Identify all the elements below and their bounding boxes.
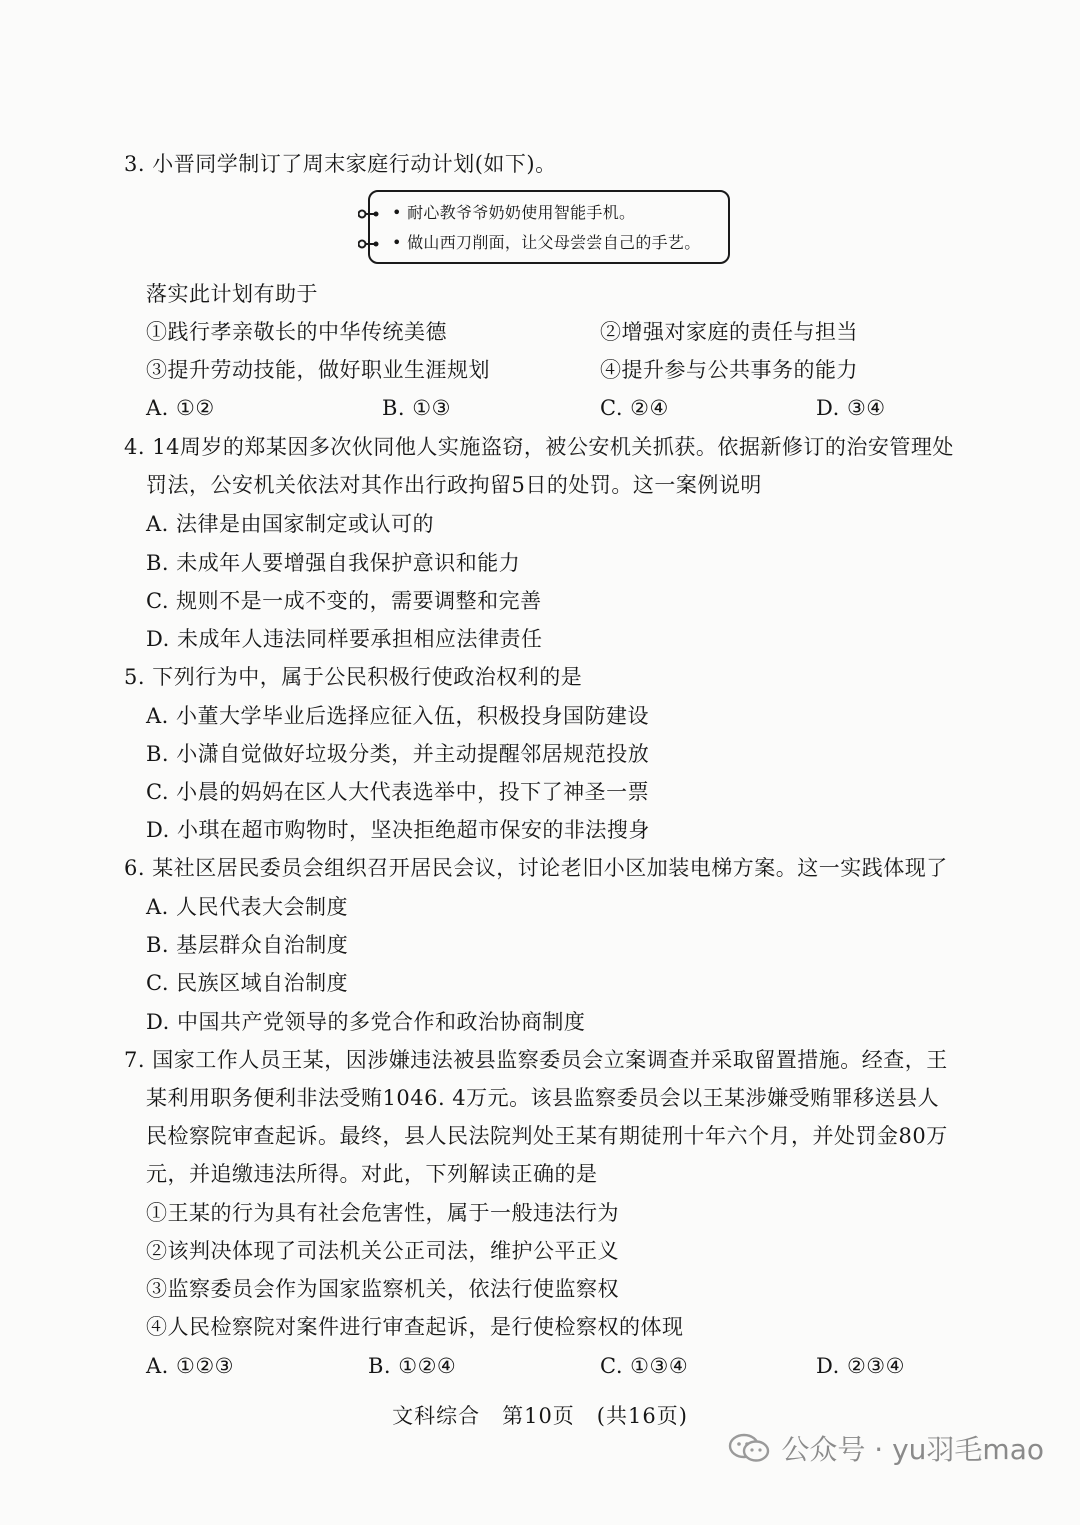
q7-stem-line-2: 某利用职务便利非法受贿1046. 4万元。该县监察委员会以王某涉嫌受贿罪移送县人	[146, 1086, 940, 1110]
q7-choice-d: D. ②③④	[816, 1354, 905, 1378]
q3-choice-d: D. ③④	[816, 396, 886, 420]
q3-statements-row-2	[146, 356, 946, 384]
page-footer: 文科综合 第10页 (共16页)	[392, 1404, 688, 1428]
q6-choice-c: C. 民族区域自治制度	[146, 971, 349, 995]
binder-ring-icon	[358, 238, 380, 250]
q7-choice-a: A. ①②③	[146, 1354, 234, 1378]
q3-choice-c: C. ②④	[600, 396, 669, 420]
q3-stem: 3. 小晋同学制订了周末家庭行动计划(如下)。	[124, 152, 557, 176]
q3-choices	[146, 394, 946, 422]
q3-statement-3: ③提升劳动技能，做好职业生涯规划	[146, 358, 490, 382]
q4-choice-b: B. 未成年人要增强自我保护意识和能力	[146, 551, 521, 575]
binder-ring-icon	[358, 208, 380, 220]
watermark-text: 公众号 · yu羽毛mao	[781, 1433, 1044, 1466]
q3-statement-1: ①践行孝亲敬长的中华传统美德	[146, 320, 447, 344]
q5-choice-d: D. 小琪在超市购物时，坚决拒绝超市保安的非法搜身	[146, 818, 650, 842]
q6-choice-b: B. 基层群众自治制度	[146, 933, 349, 957]
q5-choice-b: B. 小潇自觉做好垃圾分类，并主动提醒邻居规范投放	[146, 742, 650, 766]
q6-choice-a: A. 人民代表大会制度	[146, 895, 349, 919]
plan-card	[368, 190, 730, 264]
q4-choice-a: A. 法律是由国家制定或认可的	[146, 512, 435, 536]
q7-statement-2: ②该判决体现了司法机关公正司法，维护公平正义	[146, 1239, 619, 1263]
q7-choice-c: C. ①③④	[600, 1354, 689, 1378]
q7-choice-b: B. ①②④	[368, 1354, 457, 1378]
q7-statement-4: ④人民检察院对案件进行审查起诉，是行使检察权的体现	[146, 1315, 684, 1339]
plan-item-1: • 耐心教爷爷奶奶使用智能手机。	[392, 203, 636, 222]
q3-statements-row-1	[146, 318, 946, 346]
plan-item-2: • 做山西刀削面，让父母尝尝自己的手艺。	[392, 233, 701, 252]
q4-stem-line-2: 罚法，公安机关依法对其作出行政拘留5日的处罚。这一案例说明	[146, 473, 762, 497]
q4-stem-line-1: 4. 14周岁的郑某因多次伙同他人实施盗窃，被公安机关抓获。依据新修订的治安管理处	[124, 435, 954, 459]
q3-statement-4: ④提升参与公共事务的能力	[600, 358, 858, 382]
q7-statement-3: ③监察委员会作为国家监察机关，依法行使监察权	[146, 1277, 619, 1301]
q7-stem-line-3: 民检察院审查起诉。最终，县人民法院判处王某有期徒刑十年六个月，并处罚金80万	[146, 1124, 948, 1148]
wechat-account-icon	[727, 1431, 771, 1465]
q5-stem: 5. 下列行为中，属于公民积极行使政治权利的是	[124, 665, 583, 689]
q6-choice-d: D. 中国共产党领导的多党合作和政治协商制度	[146, 1010, 586, 1034]
q3-statement-2: ②增强对家庭的责任与担当	[600, 320, 858, 344]
q3-choice-a: A. ①②	[146, 396, 215, 420]
q7-choices	[146, 1352, 946, 1380]
q7-stem-line-1: 7. 国家工作人员王某，因涉嫌违法被县监察委员会立案调查并采取留置措施。经查，王	[124, 1048, 948, 1072]
q5-choice-c: C. 小晨的妈妈在区人大代表选举中，投下了神圣一票	[146, 780, 650, 804]
q3-lead: 落实此计划有助于	[146, 282, 318, 306]
wechat-watermark	[727, 1428, 1044, 1468]
q6-stem: 6. 某社区居民委员会组织召开居民会议，讨论老旧小区加装电梯方案。这一实践体现了	[124, 856, 948, 880]
q5-choice-a: A. 小董大学毕业后选择应征入伍，积极投身国防建设	[146, 704, 650, 728]
q7-statement-1: ①王某的行为具有社会危害性，属于一般违法行为	[146, 1201, 619, 1225]
q3-choice-b: B. ①③	[382, 396, 451, 420]
q4-choice-c: C. 规则不是一成不变的，需要调整和完善	[146, 589, 542, 613]
q4-choice-d: D. 未成年人违法同样要承担相应法律责任	[146, 627, 543, 651]
q7-stem-line-4: 元，并追缴违法所得。对此，下列解读正确的是	[146, 1162, 598, 1186]
